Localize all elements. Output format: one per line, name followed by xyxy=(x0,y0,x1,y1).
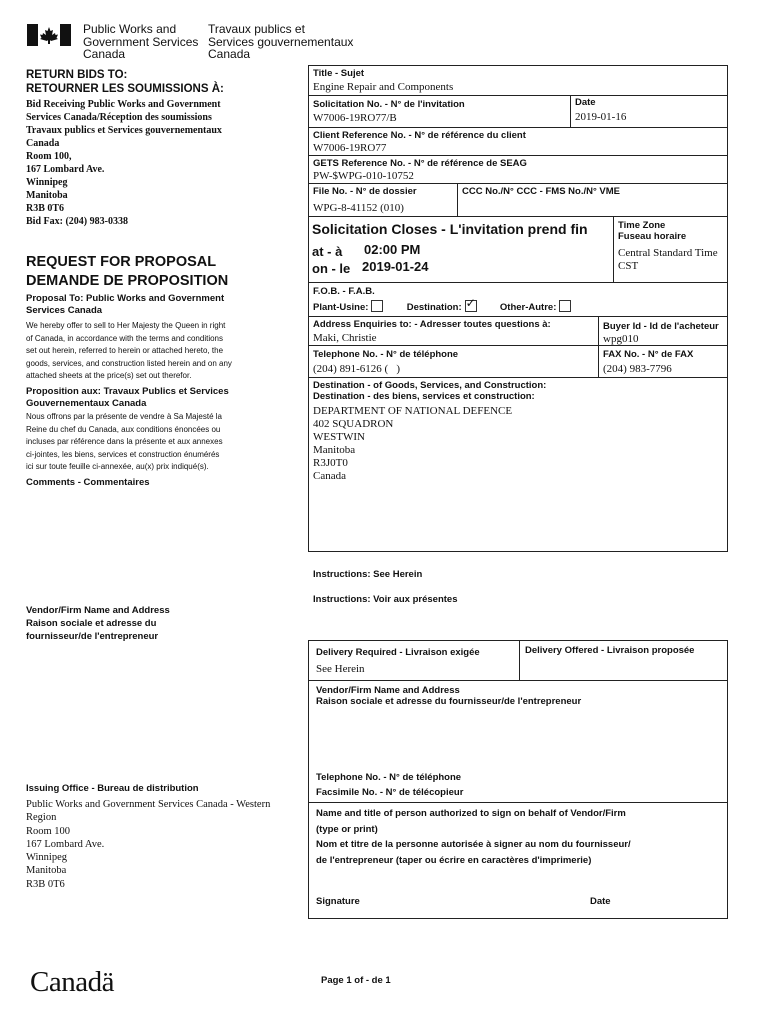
time-zone-label: Time Zone Fuseau horaire xyxy=(618,220,687,242)
page-number: Page 1 of - de 1 xyxy=(321,975,391,986)
file-number-label: File No. - N° de dossier xyxy=(313,186,417,197)
title-value: Engine Repair and Components xyxy=(313,81,454,93)
destination-goods-label: Destination - of Goods, Services, and Construction: Destination - des biens, services et construction: xyxy=(313,380,547,402)
vendor-firm-label-left: Vendor/Firm Name and Address Raison sociale et adresse du fournisseur/de l'entrepreneur xyxy=(26,605,170,642)
fob-options xyxy=(313,296,571,313)
canada-wordmark: Canadä xyxy=(30,966,114,998)
address-enquiries-label: Address Enquiries to: - Adresser toutes questions à: xyxy=(313,319,551,330)
closing-time-value: 02:00 PM xyxy=(364,242,421,257)
rfp-title: REQUEST FOR PROPOSAL DEMANDE DE PROPOSITION xyxy=(26,254,229,289)
department-name-en: Public Works and Government Services Canada xyxy=(83,22,199,61)
issuing-office-label: Issuing Office - Bureau de distribution xyxy=(26,783,199,794)
fax-value: (204) 983-7796 xyxy=(603,363,672,375)
return-bids-address: Bid Receiving Public Works and Government Services Canada/Réception des soumissions Travaux publics et Services gouvernementaux Canada Room 100, 167 Lombard Ave. Winnipeg Manitoba R3B 0T6 Bid Fax: (204) 983-0338 xyxy=(26,99,222,227)
proposition-text: Nous offrons par la présente de vendre à Sa Majesté la Reine du chef du Canada, aux conditions énoncées ou incluses par référence dans la présente et aux annexes ci-jointes, les biens, services et construction énumérés ici sur toute feuille ci-annexée, au(x) prix indiqué(s). xyxy=(26,412,223,471)
closing-on-label: on - le xyxy=(312,261,351,276)
closing-date-value: 2019-01-24 xyxy=(362,259,429,274)
date-label: Date xyxy=(575,97,596,108)
issuing-office-address: Public Works and Government Services Canada - Western Region Room 100 167 Lombard Ave. Winnipeg Manitoba R3B 0T6 xyxy=(26,799,271,890)
plant-usine-checkbox[interactable] xyxy=(371,300,383,312)
other-autre-checkbox[interactable] xyxy=(559,300,571,312)
instructions-en: Instructions: See Herein xyxy=(313,569,423,580)
delivery-required-value: See Herein xyxy=(316,663,365,675)
checkmark-icon: ✓ xyxy=(465,296,476,310)
department-name-fr: Travaux publics et Services gouvernementaux Canada xyxy=(208,22,354,61)
closing-at-label: at - à xyxy=(312,244,343,259)
solicitation-closes-label: Solicitation Closes - L'invitation prend fin xyxy=(312,221,588,237)
file-number-value: WPG-8-41152 (010) xyxy=(313,202,404,214)
vendor-firm-label: Vendor/Firm Name and Address Raison sociale et adresse du fournisseur/de l'entrepreneur xyxy=(316,685,582,707)
address-enquiries-value: Maki, Christie xyxy=(313,332,377,344)
client-reference-value: W7006-19RO77 xyxy=(313,142,387,154)
return-bids-heading: RETURN BIDS TO: RETOURNER LES SOUMISSIONS À: xyxy=(26,69,224,95)
date-value: 2019-01-16 xyxy=(575,111,627,123)
telephone-value: (204) 891-6126 ( ) xyxy=(313,363,401,375)
solicitation-number-label: Solicitation No. - N° de l'invitation xyxy=(313,99,465,110)
destination-goods-address: DEPARTMENT OF NATIONAL DEFENCE 402 SQUADRON WESTWIN Manitoba R3J0T0 Canada xyxy=(313,405,513,482)
fax-label: FAX No. - N° de FAX xyxy=(603,349,694,360)
plant-usine-label: Plant-Usine: xyxy=(313,302,369,313)
delivery-required-label: Delivery Required - Livraison exigée xyxy=(316,647,480,658)
destination-label: Destination: xyxy=(406,302,462,313)
vendor-telephone-label: Telephone No. - N° de téléphone xyxy=(316,772,462,783)
proposition-label: Proposition aux: Travaux Publics et Services Gouvernementaux Canada xyxy=(26,386,229,409)
other-autre-label: Other-Autre: xyxy=(499,302,557,313)
title-label: Title - Sujet xyxy=(313,68,365,79)
vendor-fax-label: Facsimile No. - N° de télécopieur xyxy=(316,787,464,798)
time-zone-value: Central Standard Time CST xyxy=(618,247,718,272)
fob-label: F.O.B. - F.A.B. xyxy=(313,286,375,297)
signature-date-label: Date xyxy=(590,896,611,907)
telephone-label: Telephone No. - N° de téléphone xyxy=(313,349,459,360)
destination-checkbox[interactable] xyxy=(465,296,477,312)
solicitation-number-value: W7006-19RO77/B xyxy=(313,112,397,124)
ccc-number-label: CCC No./N° CCC - FMS No./N° VME xyxy=(462,186,621,197)
authorized-person-label: Name and title of person authorized to sign on behalf of Vendor/Firm (type or print) Nom et titre de la personne autorisée à signer au nom du fournisseur/ de l'entrepreneur (taper ou écrire en caractères d'imprimerie) xyxy=(316,808,631,866)
buyer-id-label: Buyer Id - Id de l'acheteur xyxy=(603,321,719,332)
delivery-offered-label: Delivery Offered - Livraison proposée xyxy=(525,645,695,656)
buyer-id-value: wpg010 xyxy=(603,333,639,345)
client-reference-label: Client Reference No. - N° de référence du client xyxy=(313,130,526,141)
gets-reference-label: GETS Reference No. - N° de référence de SEAG xyxy=(313,158,527,169)
instructions-fr: Instructions: Voir aux présentes xyxy=(313,594,458,605)
proposal-to-label: Proposal To: Public Works and Government Services Canada xyxy=(26,293,225,316)
canada-flag-icon xyxy=(27,24,71,46)
gets-reference-value: PW-$WPG-010-10752 xyxy=(313,170,414,182)
signature-label: Signature xyxy=(316,896,360,907)
comments-label: Comments - Commentaires xyxy=(26,477,150,488)
proposal-to-text: We hereby offer to sell to Her Majesty the Queen in right of Canada, in accordance with the terms and conditions set out herein, referred to herein or attached hereto, the goods, services, and construction listed herein and on any attached sheets at the price(s) set out therefor. xyxy=(26,321,232,380)
